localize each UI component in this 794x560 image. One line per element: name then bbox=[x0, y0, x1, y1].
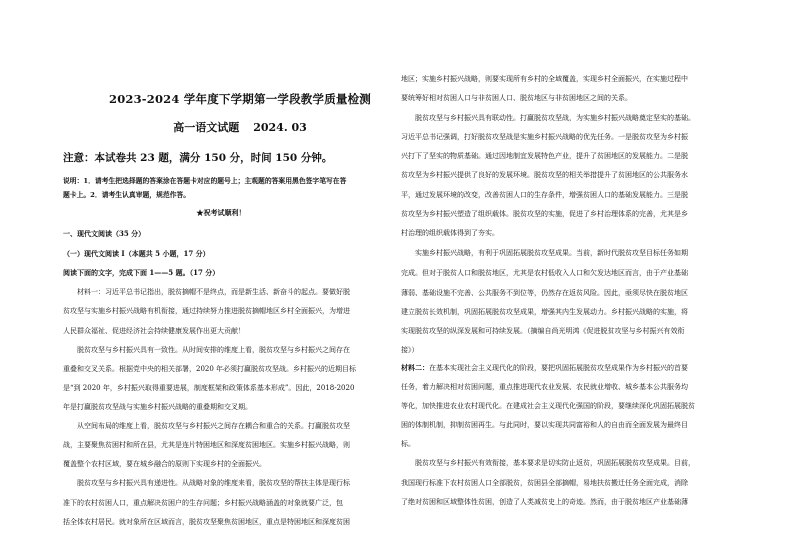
right-text-line: 习近平总书记强调，打好脱贫攻坚战是实施乡村振兴战略的优先任务。一是脱贫攻坚为乡村振 bbox=[401, 133, 688, 141]
left-text-line: 是“到 2020 年，乡村振兴取得重要进展，制度框架和政策体系基本形成”。因此，2018-2020 bbox=[63, 384, 355, 392]
right-text-line: 标。 bbox=[401, 440, 415, 448]
right-text-line: 兴打下了坚实的物质基础。通过因地制宜发展特色产业，提升了贫困地区的发展能力。二是脱 bbox=[401, 152, 688, 160]
left-text-line: 一、现代文阅读（35 分） bbox=[63, 229, 146, 238]
right-text-line: 要统筹好相对贫困人口与非贫困人口、脱贫地区与非贫困地区之间的关系。 bbox=[401, 94, 632, 102]
left-text-line: 括全体农村居民。就对象所在区域而言，脱贫攻坚聚焦贫困地区，重点是特困地区和深度贫困 bbox=[63, 518, 350, 526]
left-text-line: 年是打赢脱贫攻坚战与实施乡村振兴战略的重叠期和交叉期。 bbox=[63, 403, 252, 411]
right-text-line: 薄弱、基础设施不完善、公共服务不到位等，仍然存在返贫风险。因此，亟须尽快在脱贫地区 bbox=[401, 289, 688, 297]
right-text-line: 困的体制机制，抑制贫困再生。与此同时，要以实现共同富裕和人的自由而全面发展为最终目 bbox=[401, 421, 688, 429]
right-text-line: 接》） bbox=[401, 346, 419, 354]
right-text-line: 村治理的组织载体得到了夯实。 bbox=[401, 229, 499, 237]
right-text-line: 平，通过发展环境的改变，改善贫困人口的生存条件，增强贫困人口的基础发展能力。三是脱 bbox=[401, 191, 688, 199]
right-text-line: 贫攻坚为乡村振兴提供了良好的发展环境。脱贫攻坚的相关举措提升了贫困地区的公共服务水 bbox=[401, 171, 688, 179]
left-text-line: 阅读下面的文字，完成下面 1——5 题。（17 分） bbox=[63, 268, 220, 277]
right-text-line: 贫攻坚为乡村振兴塑造了组织载体。脱贫攻坚的实施，促进了乡村治理体系的完善，尤其是乡 bbox=[401, 210, 688, 218]
exam-notice: 注意：本试卷共 23 题，满分 150 分，时间 150 分钟。 bbox=[63, 152, 333, 164]
right-text-line: 脱贫攻坚与乡村振兴有效衔接，基本要求是切实防止返贫，巩固拓展脱贫攻坚成果。目前， bbox=[415, 459, 695, 467]
exam-date: 2024. 03 bbox=[253, 121, 307, 134]
left-text-line: 脱贫攻坚与乡村振兴具有一致性。从时间安排的维度上看，脱贫攻坚与乡村振兴之间存在 bbox=[77, 346, 350, 354]
instruction-line-2: 题卡上。2．请考生认真审题，规范作答。 bbox=[63, 191, 191, 199]
right-text-line: 地区；实施乡村振兴战略，则要实现所有乡村的全域覆盖，实现乡村全面振兴，在实施过程中 bbox=[401, 75, 688, 83]
right-text-line: 了绝对贫困和区域整体性贫困，创造了人类减贫史上的奇迹。然而，由于脱贫地区产业基础薄 bbox=[401, 498, 688, 506]
instruction-line-1: 说明：1．请考生把选择题的答案涂在答题卡对应的题号上；主观题的答案用黑色签字笔写在答 bbox=[63, 177, 347, 185]
right-text-line: 脱贫攻坚与乡村振兴具有联动性。打赢脱贫攻坚战，为实施乡村振兴战略奠定坚实的基础。 bbox=[415, 114, 695, 122]
right-text-line: 实现脱贫攻坚的纵深发展和可持续发展。（摘编自尚光明鸿《促进脱贫攻坚与乡村振兴有效衔 bbox=[401, 327, 685, 335]
good-luck-wish: ★祝考试顺利！ bbox=[196, 208, 246, 217]
left-text-line: 战，主要聚焦贫困村和所在县，尤其是连片特困地区和深度贫困地区。实施乡村振兴战略，则 bbox=[63, 441, 350, 449]
left-text-line: 人民群众福祉、促进经济社会持续健康发展作出更大贡献！ bbox=[63, 327, 245, 335]
left-text-line: 材料一：习近平总书记指出，脱贫摘帽不是终点，而是新生活、新奋斗的起点。要做好脱 bbox=[77, 288, 350, 296]
right-text-line: 实施乡村振兴战略，有利于巩固拓展脱贫攻坚成果。当前，新时代脱贫攻坚目标任务如期 bbox=[415, 249, 688, 257]
subject-name: 高一语文试题 bbox=[173, 121, 240, 134]
left-text-line: 贫攻坚与实施乡村振兴战略有机衔接，通过持续努力推进脱贫摘帽地区乡村全面振兴，为增进 bbox=[63, 307, 350, 315]
left-text-line: 从空间布局的维度上看，脱贫攻坚与乡村振兴之间存在耦合和重合的关系。打赢脱贫攻坚 bbox=[77, 422, 350, 430]
right-text-line: 任务，着力解决相对贫困问题，重点推进现代农业发展、农民就业增收、城乡基本公共服务均 bbox=[401, 383, 688, 391]
right-text-line: 完成。但对于脱贫人口和脱贫地区，尤其是农村低收入人口和欠发达地区而言，由于产业基础 bbox=[401, 269, 688, 277]
subject-title bbox=[80, 119, 400, 135]
exam-title: 2023-2024 学年度下学期第一学段教学质量检测 bbox=[109, 92, 371, 106]
right-text-line: 等化，加快推进农业农村现代化。在建成社会主义现代化强国的阶段，要继续深化巩固拓展脱贫 bbox=[401, 402, 695, 410]
left-text-line: 准下的农村贫困人口，重点解决贫困户的生存问题；乡村振兴战略涵盖的对象就要广泛，包 bbox=[63, 499, 343, 507]
left-text-line: 重叠和交叉关系。根据党中央的相关部署，2020 年必须打赢脱贫攻坚战。乡村振兴的近期目标 bbox=[63, 365, 357, 373]
right-text-line: 材料二：在基本实现社会主义现代化的阶段，要把巩固拓展脱贫攻坚成果作为乡村振兴的首要 bbox=[401, 363, 688, 372]
left-text-line: （一）现代文阅读 I（本题共 5 小题，17 分） bbox=[63, 249, 210, 258]
left-text-line: 脱贫攻坚与乡村振兴具有递进性。从战略对象的维度来看，脱贫攻坚的帮扶主体是现行标 bbox=[77, 479, 350, 487]
right-text-line: 建立脱贫长效机制，巩固拓展脱贫攻坚成果，增强其内生发展动力。乡村振兴战略的实施，将 bbox=[401, 308, 688, 316]
right-text-line: 我国现行标准下农村贫困人口全部脱贫，贫困县全部摘帽，易地扶贫搬迁任务全面完成，消除 bbox=[401, 479, 688, 487]
left-text-line: 覆盖整个农村区域，要在城乡融合的原则下实现乡村的全面振兴。 bbox=[63, 460, 266, 468]
